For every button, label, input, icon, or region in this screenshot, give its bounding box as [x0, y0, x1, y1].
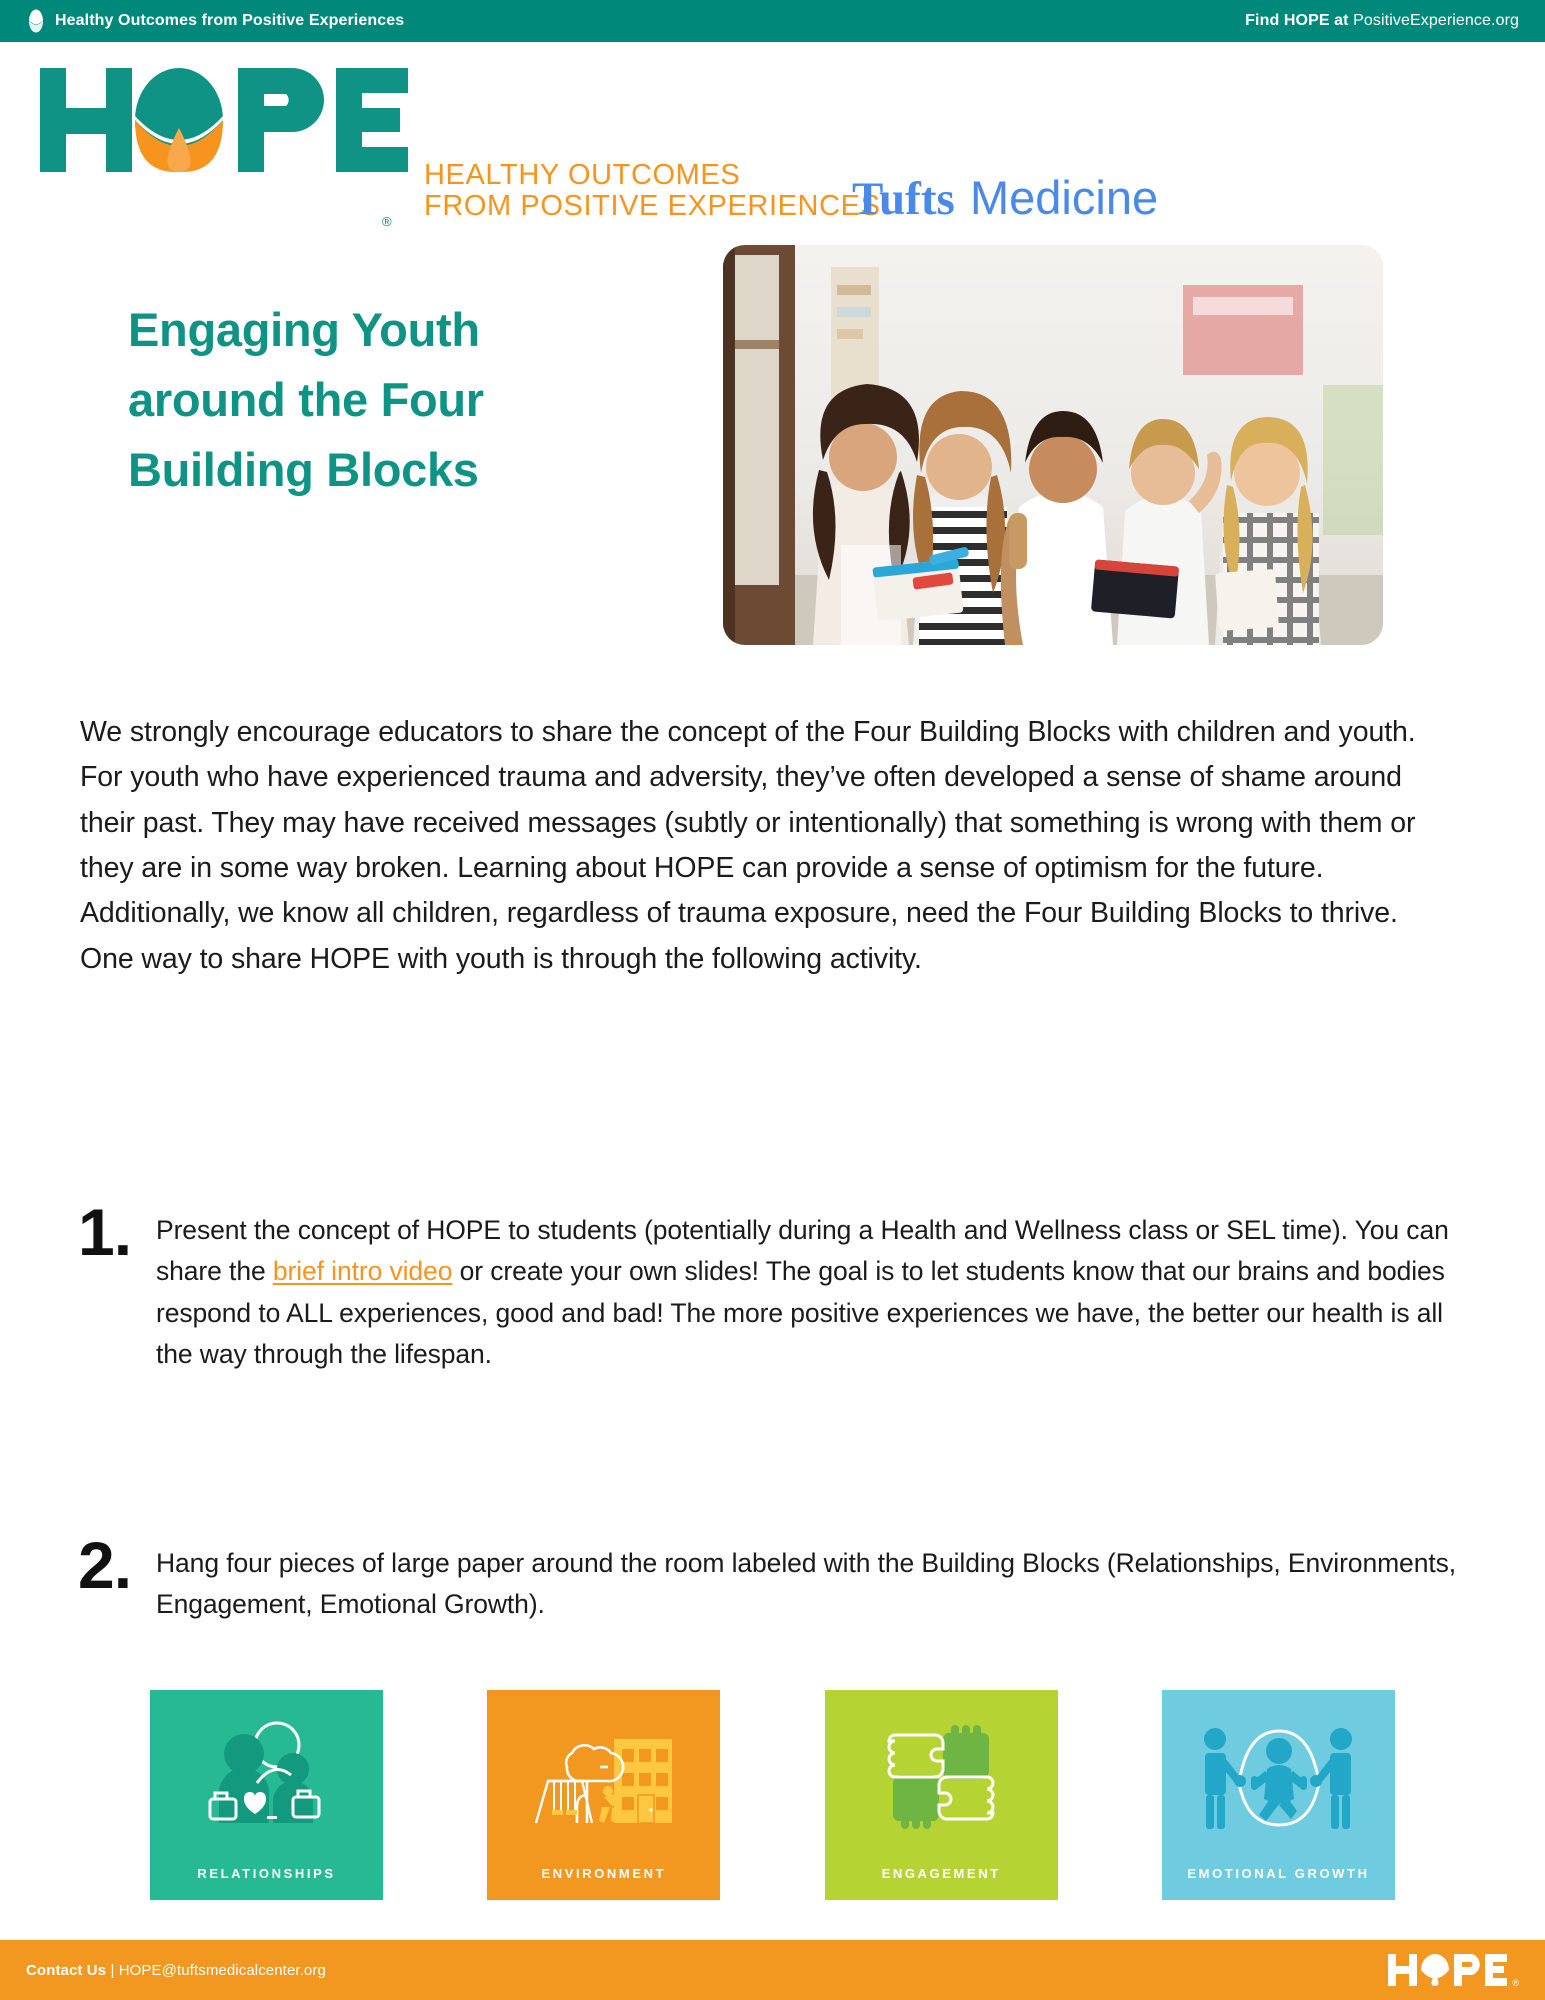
find-hope-url[interactable]: PositiveExperience.org: [1353, 12, 1519, 29]
footer-separator: |: [106, 1961, 119, 1979]
step-number-2: 2.: [78, 1528, 132, 1602]
hero-photo: [723, 245, 1383, 645]
page-title: Engaging Youth around the Four Building Blocks: [128, 303, 484, 497]
step-text-2: Hang four pieces of large paper around the room labeled with the Building Blocks (Relationships, Environments, Engagement, Emotional Growth).: [156, 1548, 1457, 1620]
building-block-environment[interactable]: [487, 1690, 720, 1900]
footer-bar: [0, 1940, 1545, 2000]
step-1-text-after: or create your own slides! The goal is to let students know that our brains and bodies respond to ALL experiences, good and bad! The more positive experiences we have, the better our health is all the way through the lifespan.: [156, 1256, 1445, 1369]
jump-rope-children-icon: [1162, 1718, 1395, 1836]
building-block-relationships[interactable]: [150, 1690, 383, 1900]
top-banner: [0, 0, 1545, 42]
people-speech-bubble-heart-icon: [150, 1718, 383, 1836]
building-block-label: ENVIRONMENT: [541, 1865, 667, 1881]
four-interlocking-hands-icon: [825, 1718, 1058, 1836]
footer-email[interactable]: HOPE@tuftsmedicalcenter.org: [118, 1961, 326, 1979]
hope-tagline-line2: FROM POSITIVE EXPERIENCES: [424, 190, 881, 223]
footer-registered-mark: ®: [1512, 1978, 1519, 1988]
step-number-1: 1.: [78, 1195, 132, 1269]
building-block-engagement[interactable]: [825, 1690, 1058, 1900]
step-1-text-before: Present the concept of HOPE to students (potentially during a Health and Wellness class or SEL time). You can share the: [156, 1215, 1449, 1287]
svg-text:Medicine: Medicine: [970, 174, 1159, 224]
building-block-label: RELATIONSHIPS: [197, 1865, 336, 1881]
find-hope-label: Find HOPE at: [1245, 12, 1354, 29]
top-banner-brand: [26, 9, 404, 33]
footer-hope-logo: [1388, 1952, 1519, 1988]
hope-tagline-line1: HEALTHY OUTCOMES: [424, 159, 741, 191]
building-block-label: ENGAGEMENT: [881, 1865, 1001, 1881]
top-banner-url[interactable]: [1245, 12, 1519, 30]
step-text-1: [156, 1210, 1486, 1375]
building-block-label: EMOTIONAL GROWTH: [1187, 1865, 1370, 1881]
hope-logo: [40, 60, 410, 185]
footer-contact: [26, 1962, 326, 1979]
intro-paragraph: We strongly encourage educators to share the concept of the Four Building Blocks with children and youth. For youth who have experienced trauma and adversity, they’ve often developed a sense of shame around their past. They may have received messages (subtly or intentionally) that something is wrong with them or they are in some way broken. Learning about HOPE can provide a sense of optimism for the future. Additionally, we know all children, regardless of trauma exposure, need the Four Building Blocks to thrive. One way to share HOPE with youth is through the following activity.: [80, 716, 1416, 975]
building-blocks-row: [150, 1690, 1395, 1900]
tree-playground-building-icon: [487, 1718, 720, 1836]
brand-header: [0, 52, 1545, 229]
top-banner-tagline: Healthy Outcomes from Positive Experiences: [55, 12, 405, 29]
contact-us-label: Contact Us: [26, 1961, 107, 1979]
tufts-medicine-logo: [852, 174, 1212, 231]
svg-text:Tufts: Tufts: [852, 174, 955, 225]
brief-intro-video-link[interactable]: brief intro video: [272, 1256, 453, 1287]
hope-tagline-block: [424, 160, 881, 223]
hope-seed-icon: [26, 9, 46, 33]
building-block-emotional-growth[interactable]: [1162, 1690, 1395, 1900]
registered-mark: ®: [382, 214, 392, 229]
